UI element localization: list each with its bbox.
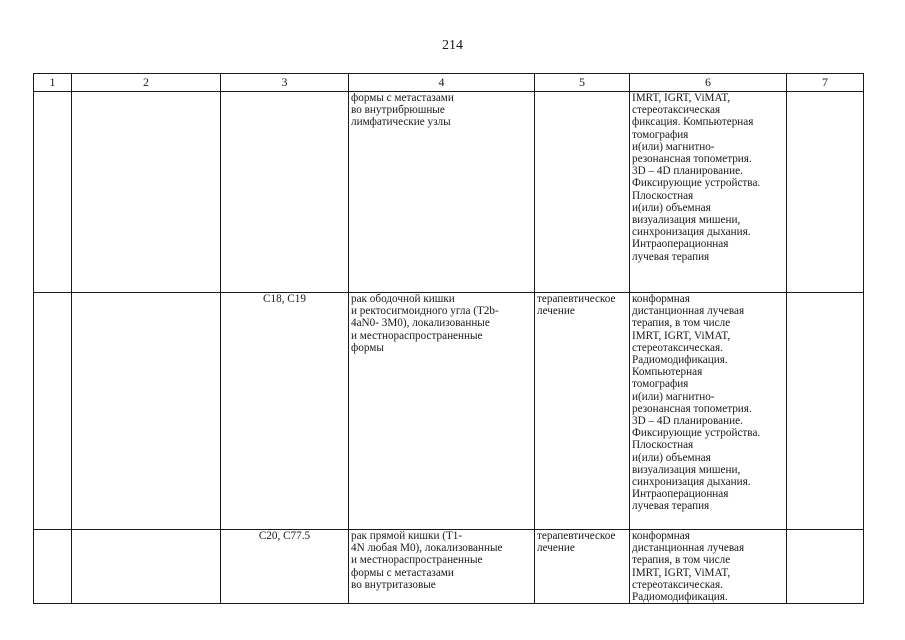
row-1-disease-description: формы с метастазами во внутрибрюшные лимфатические узлы — [349, 92, 535, 293]
row-2-col-7 — [787, 293, 864, 530]
row-3-col-2 — [72, 530, 221, 604]
column-header-4: 4 — [349, 74, 535, 92]
header-row — [34, 74, 864, 92]
row-2-treatment-method: конформная дистанционная лучевая терапия, в том числе IMRT, IGRT, ViMAT, стереотаксическая. Радиомодификация. Компьютерная томография и(или) магнитно- резонансная топометрия. 3D – 4D планирование. Фиксирующие устройства. Плоскостная и(или) объемная визуализация мишени, синхронизация дыхания. Интраоперационная лучевая терапия — [630, 293, 787, 530]
column-header-2: 2 — [72, 74, 221, 92]
row-2-col-1 — [34, 293, 72, 530]
row-2-col-2 — [72, 293, 221, 530]
row-1-col-2 — [72, 92, 221, 293]
row-3-col-7 — [787, 530, 864, 604]
table-row — [34, 293, 864, 530]
row-1-diagnosis-code — [221, 92, 349, 293]
column-header-7: 7 — [787, 74, 864, 92]
row-3-treatment-method: конформная дистанционная лучевая терапия, в том числе IMRT, IGRT, ViMAT, стереотаксическая. Радиомодификация. — [630, 530, 787, 604]
page-number: 214 — [442, 38, 463, 53]
column-header-3: 3 — [221, 74, 349, 92]
document-table — [33, 73, 864, 604]
table-row — [34, 92, 864, 293]
column-header-6: 6 — [630, 74, 787, 92]
table-row — [34, 530, 864, 604]
row-1-treatment-type — [535, 92, 630, 293]
row-1-treatment-method: IMRT, IGRT, ViMAT, стереотаксическая фиксация. Компьютерная томография и(или) магнитно- резонансная топометрия. 3D – 4D планирование. Фиксирующие устройства. Плоскостная и(или) объемная визуализация мишени, синхронизация дыхания. Интраоперационная лучевая терапия — [630, 92, 787, 293]
row-2-treatment-type: терапевтическое лечение — [535, 293, 630, 530]
row-2-disease-description: рак ободочной кишки и ректосигмоидного угла (T2b- 4aN0- 3M0), локализованные и местнораспространенные формы — [349, 293, 535, 530]
column-header-1: 1 — [34, 74, 72, 92]
column-header-5: 5 — [535, 74, 630, 92]
row-3-disease-description: рак прямой кишки (T1- 4N любая M0), локализованные и местнораспространенные формы с метастазами во внутритазовые — [349, 530, 535, 604]
row-2-diagnosis-code: C18, C19 — [221, 293, 349, 530]
row-1-col-1 — [34, 92, 72, 293]
row-3-col-1 — [34, 530, 72, 604]
row-3-treatment-type: терапевтическое лечение — [535, 530, 630, 604]
row-1-col-7 — [787, 92, 864, 293]
row-3-diagnosis-code: C20, C77.5 — [221, 530, 349, 604]
